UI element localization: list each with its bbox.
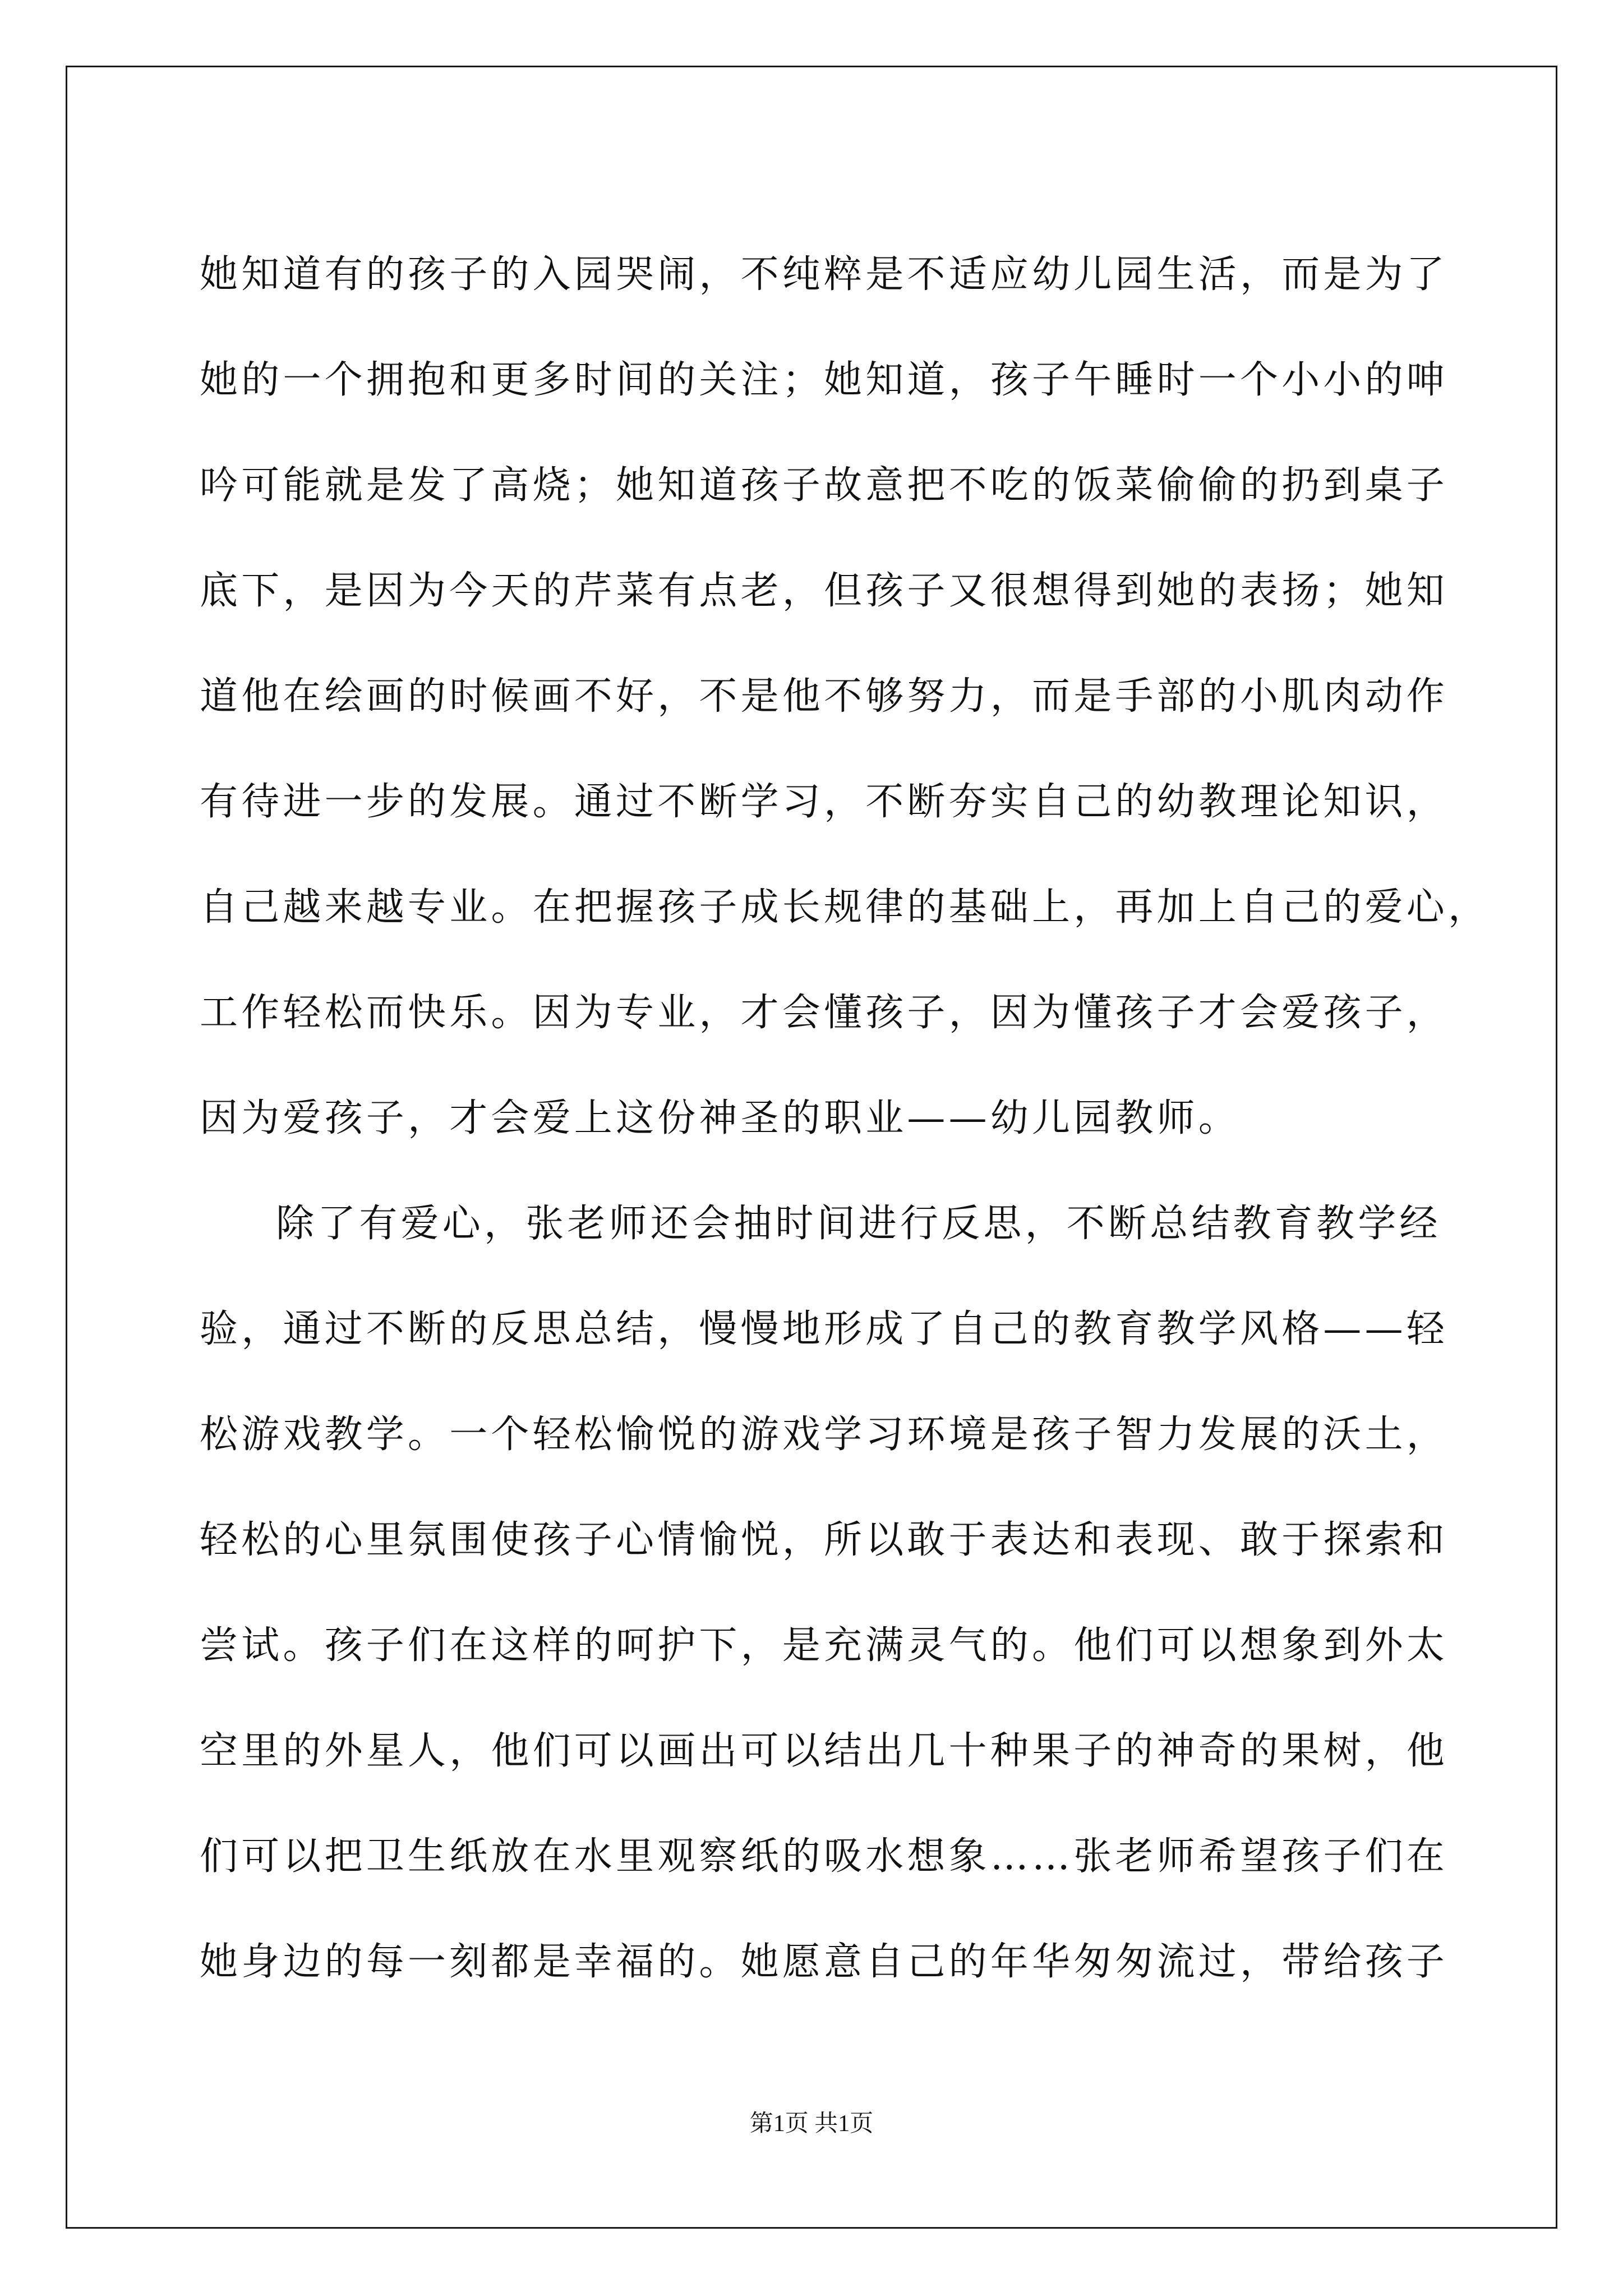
text-line: 工作轻松而快乐。因为专业，才会懂孩子，因为懂孩子才会爱孩子，	[200, 991, 1449, 1035]
text-line: 们可以把卫生纸放在水里观察纸的吸水想象……张老师希望孩子们在	[200, 1834, 1449, 1879]
text-line: 轻松的心里氛围使孩子心情愉悦，所以敢于表达和表现、敢于探索和	[200, 1518, 1449, 1562]
text-line: 底下，是因为今天的芹菜有点老，但孩子又很想得到她的表扬；她知	[200, 569, 1449, 613]
text-line: 验，通过不断的反思总结，慢慢地形成了自己的教育教学风格——轻	[200, 1307, 1449, 1351]
text-line: 她身边的每一刻都是幸福的。她愿意自己的年华匆匆流过，带给孩子	[200, 1940, 1449, 1984]
text-line: 尝试。孩子们在这样的呵护下，是充满灵气的。他们可以想象到外太	[200, 1623, 1449, 1668]
text-line: 道他在绘画的时候画不好，不是他不够努力，而是手部的小肌肉动作	[200, 674, 1449, 719]
text-line: 除了有爱心，张老师还会抽时间进行反思，不断总结教育教学经	[276, 1202, 1441, 1246]
text-line: 她知道有的孩子的入园哭闹，不纯粹是不适应幼儿园生活，而是为了	[200, 252, 1449, 297]
text-line: 有待进一步的发展。通过不断学习，不断夯实自己的幼教理论知识，	[200, 780, 1449, 824]
text-line: 她的一个拥抱和更多时间的关注；她知道，孩子午睡时一个小小的呻	[200, 358, 1449, 402]
text-line: 松游戏教学。一个轻松愉悦的游戏学习环境是孩子智力发展的沃土，	[200, 1412, 1449, 1457]
text-line: 吟可能就是发了高烧；她知道孩子故意把不吃的饭菜偷偷的扔到桌子	[200, 463, 1449, 508]
page-footer: 第1页 共1页	[749, 2111, 874, 2137]
text-line: 自己越来越专业。在把握孩子成长规律的基础上，再加上自己的爱心，	[200, 885, 1490, 930]
page-border	[66, 66, 1557, 2229]
text-line: 空里的外星人，他们可以画出可以结出几十种果子的神奇的果树，他	[200, 1729, 1449, 1773]
text-line: 因为爱孩子，才会爱上这份神圣的职业——幼儿园教师。	[200, 1096, 1241, 1140]
